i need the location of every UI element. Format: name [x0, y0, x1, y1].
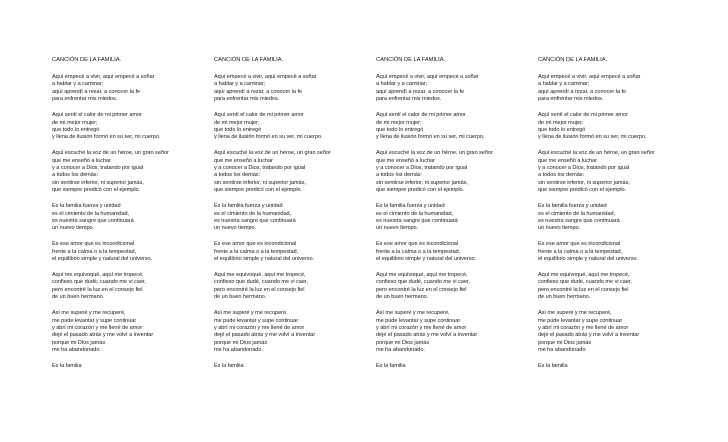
lyric-line: Así me superé y me recuperé, [376, 310, 450, 317]
lyric-line: Así me superé y me recuperé, [214, 310, 288, 317]
lyric-line: porque mi Dios jamás [538, 339, 592, 346]
stanza [538, 272, 696, 302]
lyric-line: y a conocer a Dios, tratando por igual [538, 165, 630, 172]
lyric-line: Así me superé y me recuperé, [52, 310, 126, 317]
lyric-line: me ha abandonado. [376, 347, 425, 354]
lyric-line: es nuestra sangre que continuará [52, 218, 134, 224]
stanza [52, 150, 210, 194]
lyric-line: Es la familia fuerza y unidad [52, 203, 121, 210]
song-title: CANCIÓN DE LA FAMILIA. [538, 57, 608, 63]
lyric-line: que me enseñó a luchar [376, 157, 435, 164]
lyric-line: de un buen hermano. [214, 294, 267, 301]
lyric-line: que me enseñó a luchar [52, 157, 111, 164]
lyric-line: me ha abandonado. [52, 347, 101, 354]
stanza [52, 203, 210, 233]
stanza [214, 363, 372, 370]
stanza [538, 310, 696, 354]
stanza-list [52, 74, 210, 371]
lyric-line: de mi mejor mujer; [538, 119, 584, 126]
lyric-line: Es la familia fuerza y unidad [376, 203, 445, 210]
lyric-line: y abrí mi corazón y me llené de amor [376, 324, 467, 331]
lyric-line: que todo lo entregó [52, 126, 100, 133]
lyric-line: es el cimiento de la humanidad, [376, 210, 454, 217]
lyric-line: a hablar y a caminar; [376, 81, 428, 88]
stanza [52, 74, 210, 104]
lyric-line: a hablar y a caminar; [538, 81, 590, 88]
stanza [376, 241, 534, 263]
lyric-line: Aquí empecé a vivir, aquí empecé a soñar [376, 74, 479, 80]
stanza [376, 74, 534, 104]
lyric-line: que siempre predicó con el ejemplo. [376, 187, 465, 194]
stanza-list [376, 74, 534, 371]
song-title: CANCIÓN DE LA FAMILIA. [214, 57, 284, 63]
lyric-line: Así me superé y me recuperé, [538, 310, 612, 317]
lyric-line: sin sentirse inferior, ni superior jamás, [538, 179, 630, 186]
stanza [52, 272, 210, 302]
stanza [52, 241, 210, 263]
lyric-line: y abrí mi corazón y me llené de amor [538, 324, 629, 331]
lyric-line: y a conocer a Dios, tratando por igual [214, 165, 306, 172]
lyric-line: de mi mejor mujer; [214, 119, 260, 126]
lyric-line: es el cimiento de la humanidad, [214, 210, 292, 217]
stanza [52, 112, 210, 142]
lyric-line: a todos los demás: [214, 172, 261, 179]
lyric-line: Aquí me equivoqué, aquí me tropecé, [52, 272, 144, 279]
lyric-line: me ha abandonado. [538, 347, 587, 354]
lyric-line: a hablar y a caminar; [214, 81, 266, 88]
lyric-line: dejé el pasado atrás y me volví a inventar [538, 332, 640, 339]
lyric-line: un nuevo tiempo. [52, 225, 95, 232]
lyric-line: es nuestra sangre que continuará [376, 218, 458, 224]
lyric-line: Aquí sentí el calor de mi primer amor [52, 112, 142, 119]
lyric-line: Es la familia [376, 363, 406, 370]
lyric-line: que me enseñó a luchar [538, 157, 597, 164]
lyric-line: y llena de ilusión formó en su ser, mi cuerpo. [52, 134, 161, 141]
stanza [376, 363, 534, 370]
stanza [538, 150, 696, 194]
lyric-line: Es ese amor que es incondicional [214, 241, 297, 248]
lyric-line: me pude levantar y supe continuar [52, 317, 137, 324]
lyric-line: y a conocer a Dios, tratando por igual [376, 165, 468, 172]
stanza [214, 112, 372, 142]
lyric-line: pero encontré la luz en el consejo fiel [214, 286, 305, 293]
lyric-line: Aquí escuché la voz de un héroe, un gran señor [52, 150, 169, 157]
stanza [214, 272, 372, 302]
lyric-line: confieso que dudé, cuando me vi caer, [52, 279, 146, 286]
lyric-line: frente a la calma o a la tempestad, [214, 248, 299, 255]
lyric-line: Aquí escuché la voz de un héroe, un gran señor [376, 150, 493, 157]
lyric-line: Aquí empecé a vivir, aquí empecé a soñar [52, 74, 155, 80]
lyric-line: confieso que dudé, cuando me vi caer, [538, 279, 632, 286]
lyric-line: dejé el pasado atrás y me volví a inventar [214, 332, 316, 339]
lyric-line: confieso que dudé, cuando me vi caer, [376, 279, 470, 286]
lyric-line: confieso que dudé, cuando me vi caer, [214, 279, 308, 286]
stanza-list [214, 74, 372, 371]
song-column-3 [376, 56, 534, 379]
lyric-line: porque mi Dios jamás [52, 339, 106, 346]
lyric-line: aquí aprendí a rezar, a conocer la fe [52, 88, 141, 95]
lyric-line: y a conocer a Dios, tratando por igual [52, 165, 144, 172]
lyric-line: de mi mejor mujer; [52, 119, 98, 126]
lyric-line: que siempre predicó con el ejemplo. [538, 187, 627, 194]
lyric-line: a todos los demás: [538, 172, 585, 179]
lyric-line: dejé el pasado atrás y me volví a inventar [376, 332, 478, 339]
lyric-line: Aquí me equivoqué, aquí me tropecé, [214, 272, 306, 279]
stanza [538, 241, 696, 263]
lyric-line: y llena de ilusión formó en su ser, mi cuerpo. [538, 134, 647, 141]
stanza [538, 203, 696, 233]
stanza [376, 150, 534, 194]
lyric-line: Es ese amor que es incondicional [52, 241, 135, 248]
lyric-line: porque mi Dios jamás [376, 339, 430, 346]
lyric-line: es el cimiento de la humanidad, [52, 210, 130, 217]
lyric-line: Es la familia fuerza y unidad [538, 203, 607, 210]
lyric-line: Aquí me equivoqué, aquí me tropecé, [376, 272, 468, 279]
lyric-line: Aquí sentí el calor de mi primer amor [538, 112, 628, 119]
lyric-line: que me enseñó a luchar [214, 157, 273, 164]
lyric-line: Aquí empecé a vivir, aquí empecé a soñar [214, 74, 317, 80]
lyric-line: Aquí escuché la voz de un héroe, un gran señor [214, 150, 331, 157]
lyric-line: Aquí sentí el calor de mi primer amor [376, 112, 466, 119]
lyric-line: para enfrentar mis miedos. [538, 96, 604, 103]
stanza [538, 112, 696, 142]
lyric-line: me pude levantar y supe continuar [214, 317, 299, 324]
lyric-line: pero encontré la luz en el consejo fiel [52, 286, 143, 293]
lyric-line: y llena de ilusión formó en su ser, mi cuerpo. [214, 134, 323, 141]
lyric-line: que siempre predicó con el ejemplo. [52, 187, 141, 194]
lyric-line: un nuevo tiempo. [214, 225, 257, 232]
lyric-line: para enfrentar mis miedos. [376, 96, 442, 103]
stanza [214, 74, 372, 104]
lyric-line: que todo lo entregó [214, 126, 262, 133]
lyric-line: sin sentirse inferior, ni superior jamás, [214, 179, 306, 186]
lyric-line: porque mi Dios jamás [214, 339, 268, 346]
song-title: CANCIÓN DE LA FAMILIA. [52, 57, 122, 63]
lyric-line: Es ese amor que es incondicional [538, 241, 621, 248]
stanza [214, 203, 372, 233]
lyric-line: que todo lo entregó [538, 126, 586, 133]
stanza [376, 203, 534, 233]
lyric-line: Es la familia [214, 363, 244, 370]
lyric-line: frente a la calma o a la tempestad, [376, 248, 461, 255]
stanza [376, 112, 534, 142]
lyric-line: dejé el pasado atrás y me volví a inventar [52, 332, 154, 339]
lyric-line: me ha abandonado. [214, 347, 263, 354]
stanza [214, 150, 372, 194]
stanza-list [538, 74, 696, 371]
stanza [214, 241, 372, 263]
lyric-line: y abrí mi corazón y me llené de amor [214, 324, 305, 331]
song-column-4 [538, 56, 696, 379]
lyric-line: para enfrentar mis miedos. [214, 96, 280, 103]
lyric-line: Aquí empecé a vivir, aquí empecé a soñar [538, 74, 641, 80]
stanza [214, 310, 372, 354]
lyric-line: de un buen hermano. [376, 294, 429, 301]
lyric-line: Aquí sentí el calor de mi primer amor [214, 112, 304, 119]
lyric-line: aquí aprendí a rezar, a conocer la fe [538, 88, 627, 95]
stanza [376, 272, 534, 302]
song-title: CANCIÓN DE LA FAMILIA. [376, 57, 446, 63]
lyric-line: el equilibrio simple y natural del universo. [376, 256, 477, 263]
lyric-line: a todos los demás: [376, 172, 423, 179]
lyric-line: Es la familia [538, 363, 568, 370]
lyric-line: es nuestra sangre que continuará [214, 218, 296, 224]
lyric-line: a todos los demás: [52, 172, 99, 179]
lyric-line: para enfrentar mis miedos. [52, 96, 118, 103]
lyric-line: pero encontré la luz en el consejo fiel [538, 286, 629, 293]
lyric-line: sin sentirse inferior, ni superior jamás, [52, 179, 144, 186]
stanza [52, 310, 210, 354]
lyric-line: a hablar y a caminar; [52, 81, 104, 88]
lyric-line: me pude levantar y supe continuar [538, 317, 623, 324]
lyric-line: Es ese amor que es incondicional [376, 241, 459, 248]
lyric-line: el equilibrio simple y natural del universo. [52, 256, 153, 263]
song-column-2 [214, 56, 372, 379]
lyric-line: es el cimiento de la humanidad, [538, 210, 616, 217]
lyric-line: me pude levantar y supe continuar [376, 317, 461, 324]
lyric-line: de un buen hermano. [538, 294, 591, 301]
lyric-line: de un buen hermano. [52, 294, 105, 301]
lyric-line: que todo lo entregó [376, 126, 424, 133]
stanza [52, 363, 210, 370]
lyric-line: Aquí me equivoqué, aquí me tropecé, [538, 272, 630, 279]
lyric-line: y abrí mi corazón y me llené de amor [52, 324, 143, 331]
lyric-line: frente a la calma o a la tempestad, [538, 248, 623, 255]
lyric-line: pero encontré la luz en el consejo fiel [376, 286, 467, 293]
lyric-line: aquí aprendí a rezar, a conocer la fe [376, 88, 465, 95]
lyric-line: que siempre predicó con el ejemplo. [214, 187, 303, 194]
lyric-line: Aquí escuché la voz de un héroe, un gran señor [538, 150, 655, 157]
lyric-line: frente a la calma o a la tempestad, [52, 248, 137, 255]
stanza [538, 74, 696, 104]
stanza [376, 310, 534, 354]
lyric-line: un nuevo tiempo. [538, 225, 581, 232]
song-column-1 [52, 56, 210, 379]
lyric-line: Es la familia fuerza y unidad [214, 203, 283, 210]
lyric-line: Es la familia [52, 363, 82, 370]
lyric-line: aquí aprendí a rezar, a conocer la fe [214, 88, 303, 95]
lyric-line: sin sentirse inferior, ni superior jamás, [376, 179, 468, 186]
lyric-line: un nuevo tiempo. [376, 225, 419, 232]
lyric-line: es nuestra sangre que continuará [538, 218, 620, 224]
lyric-line: el equilibrio simple y natural del universo. [538, 256, 639, 263]
stanza [538, 363, 696, 370]
lyric-line: de mi mejor mujer; [376, 119, 422, 126]
lyric-line: y llena de ilusión formó en su ser, mi cuerpo. [376, 134, 485, 141]
lyric-line: el equilibrio simple y natural del universo. [214, 256, 315, 263]
